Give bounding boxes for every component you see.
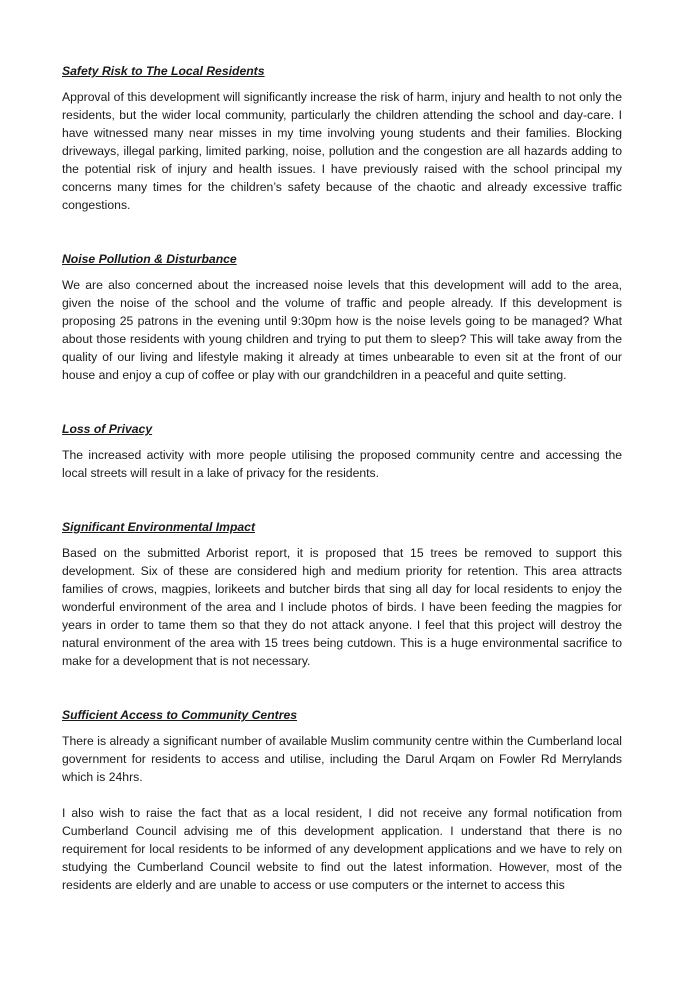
- section-heading: Loss of Privacy: [62, 422, 153, 436]
- section-paragraph: The increased activity with more people utilising the proposed community centre and accessing the local streets will result in a lake of privacy for the residents.: [62, 448, 622, 480]
- section-noise-pollution: [62, 250, 622, 384]
- section-heading: Noise Pollution & Disturbance: [62, 252, 237, 266]
- section-heading: Safety Risk to The Local Residents: [62, 64, 265, 78]
- document-page: [62, 62, 622, 894]
- section-paragraph: Based on the submitted Arborist report, it is proposed that 15 trees be removed to support this development. Six of these are considered high and medium priority for retention. This area attracts families of crows, magpies, lorikeets and butcher birds that sing all day for local residents to enjoy the wonderful environment of the area and I include photos of birds. I have been feeding the magpies for years in order to tame them so that they do not attack anyone. I feel that this project will destroy the natural environment of the area with 15 trees being cutdown. This is a huge environmental sacrifice to make for a development that is not necessary.: [62, 546, 622, 668]
- section-community-centres: [62, 706, 622, 894]
- section-loss-of-privacy: [62, 420, 622, 482]
- section-paragraph: We are also concerned about the increased noise levels that this development will add to the area, given the noise of the school and the volume of traffic and people already. If this development is proposing 25 patrons in the evening until 9:30pm how is the noise levels going to be managed? What about those residents with young children and trying to put them to sleep? This will take away from the quality of our living and lifestyle making it already at times unbearable to even sit at the front of our house and enjoy a cup of coffee or play with our grandchildren in a peaceful and quite setting.: [62, 278, 622, 382]
- section-paragraph: There is already a significant number of available Muslim community centre within the Cumberland local government for residents to access and utilise, including the Darul Arqam on Fowler Rd Merrylands which is 24hrs.: [62, 734, 622, 784]
- section-environmental-impact: [62, 518, 622, 670]
- section-paragraph: I also wish to raise the fact that as a local resident, I did not receive any formal notification from Cumberland Council advising me of this development application. I understand that there is no requirement for local residents to be informed of any development applications and we have to rely on studying the Cumberland Council website to find out the latest information. However, most of the residents are elderly and are unable to access or use computers or the internet to access this: [62, 806, 622, 892]
- section-paragraph: Approval of this development will significantly increase the risk of harm, injury and health to not only the residents, but the wider local community, particularly the children attending the school and day-care. I have witnessed many near misses in my time involving young students and their families. Blocking driveways, illegal parking, limited parking, noise, pollution and the congestion are all hazards adding to the potential risk of injury and health issues. I have previously raised with the school principal my concerns many times for the children’s safety because of the chaotic and already excessive traffic congestions.: [62, 90, 622, 212]
- section-heading: Sufficient Access to Community Centres: [62, 708, 298, 722]
- section-safety-risk: [62, 62, 622, 214]
- section-heading: Significant Environmental Impact: [62, 520, 256, 534]
